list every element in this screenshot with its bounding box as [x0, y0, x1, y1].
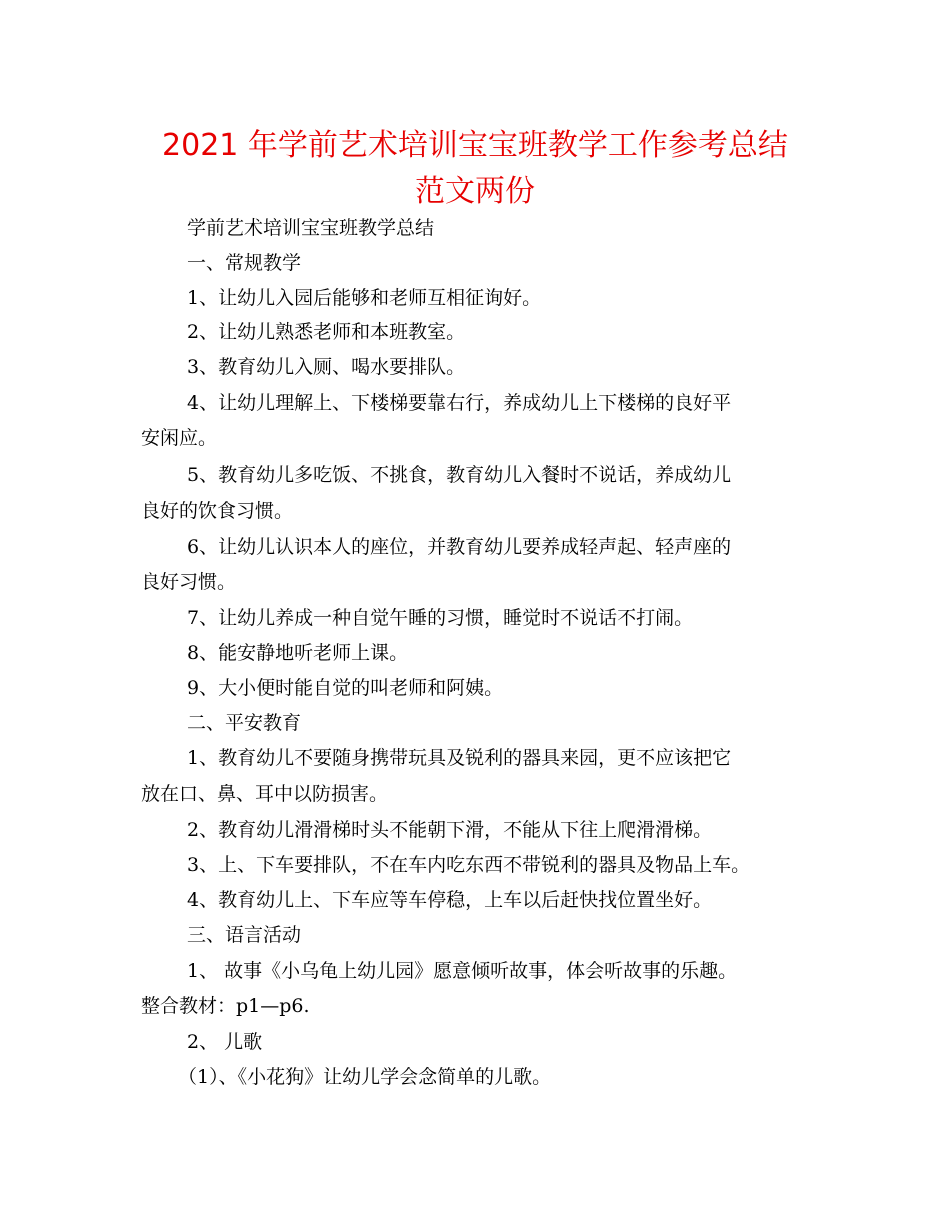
- document-title-line-1: 2021 年学前艺术培训宝宝班教学工作参考总结: [162, 128, 788, 163]
- list-item: 5、教育幼儿多吃饭、不挑食，教育幼儿入餐时不说话，养成幼儿: [187, 464, 732, 486]
- sub-list-item: （1）、《小花狗》让幼儿学会念简单的儿歌。: [178, 1066, 552, 1088]
- list-item-continued: 整合教材：p1—p6.: [141, 995, 310, 1017]
- list-item: 4、让幼儿理解上、下楼梯要靠右行，养成幼儿上下楼梯的良好平: [187, 392, 732, 414]
- subtitle: 学前艺术培训宝宝班教学总结: [187, 217, 435, 239]
- list-item: 1、让幼儿入园后能够和老师互相征询好。: [187, 287, 542, 309]
- list-item: 8、能安静地听老师上课。: [187, 642, 409, 664]
- list-item: 7、让幼儿养成一种自觉午睡的习惯，睡觉时不说话不打闹。: [187, 607, 694, 629]
- list-item-continued: 放在口、鼻、耳中以防损害。: [141, 783, 389, 805]
- list-item: 1、 故事《小乌龟上幼儿园》愿意倾听故事，体会听故事的乐趣。: [187, 960, 738, 982]
- list-item: 2、 儿歌: [187, 1031, 263, 1053]
- list-item-continued: 安闲应。: [141, 427, 218, 449]
- list-item: 1、教育幼儿不要随身携带玩具及锐利的器具来园，更不应该把它: [187, 747, 732, 769]
- section-heading: 三、语言活动: [187, 924, 302, 946]
- list-item: 2、让幼儿熟悉老师和本班教室。: [187, 321, 466, 343]
- list-item-continued: 良好习惯。: [141, 571, 237, 593]
- list-item: 4、教育幼儿上、下车应等车停稳，上车以后赶快找位置坐好。: [187, 889, 713, 911]
- list-item: 6、让幼儿认识本人的座位，并教育幼儿要养成轻声起、轻声座的: [187, 536, 732, 558]
- list-item: 3、教育幼儿入厕、喝水要排队。: [187, 356, 466, 378]
- list-item: 9、大小便时能自觉的叫老师和阿姨。: [187, 677, 504, 699]
- section-heading: 二、平安教育: [187, 712, 302, 734]
- list-item-continued: 良好的饮食习惯。: [141, 500, 294, 522]
- list-item: 3、上、下车要排队，不在车内吃东西不带锐利的器具及物品上车。: [187, 854, 751, 876]
- section-heading: 一、常规教学: [187, 252, 302, 274]
- document-title-line-2: 范文两份: [415, 174, 535, 209]
- list-item: 2、教育幼儿滑滑梯时头不能朝下滑，不能从下往上爬滑滑梯。: [187, 819, 713, 841]
